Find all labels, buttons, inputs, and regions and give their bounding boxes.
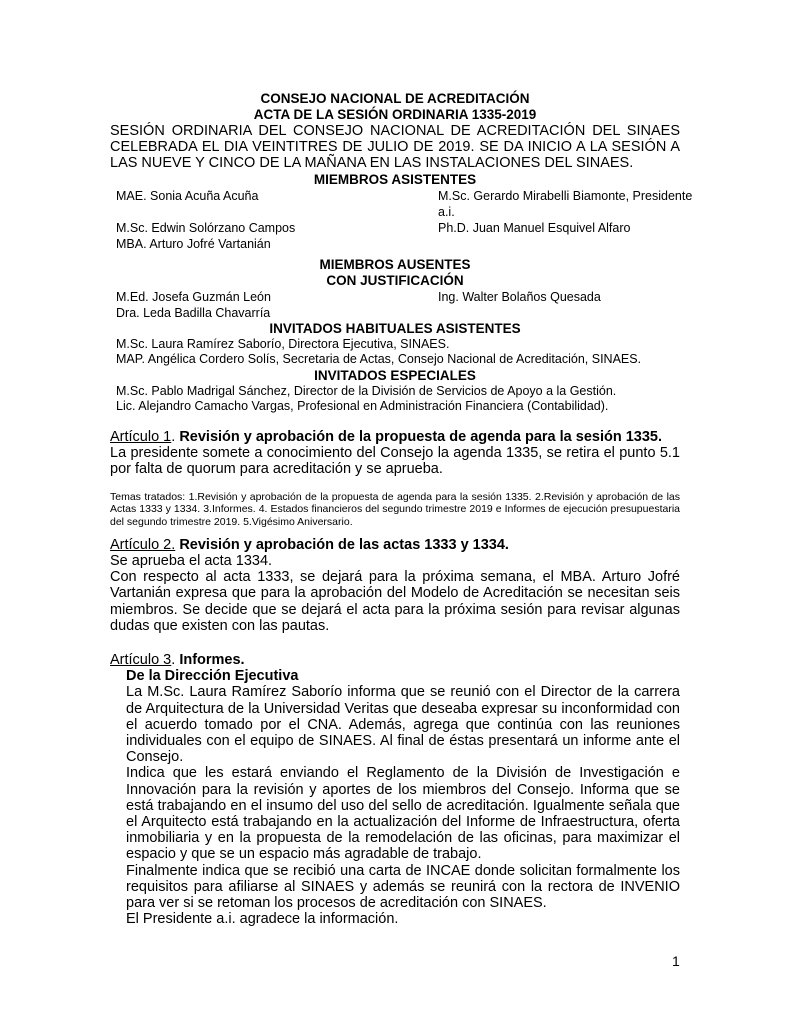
article-3-p3: Finalmente indica que se recibió una carta de INCAE donde solicitan formalmente los requisitos para afiliarse al SINAES y además se reunirá con la rectora de INVENIO para ver si se retoman los procesos de acreditación con SINAES. [126, 862, 680, 912]
member-name: Ing. Walter Bolaños Quesada [438, 289, 601, 304]
article-3-p4: El Presidente a.i. agradece la información. [126, 911, 399, 928]
article-separator: . [171, 652, 180, 669]
article-2-p2: Con respecto al acta 1333, se dejará para la próxima semana, el MBA. Arturo Jofré Vartanián expresa que para la aprobación del Modelo de Acreditación se necesitan seis miembros. Se decide que se dejará el acta para la próxima sesión para revisar algunas dudas que existen con las pautas. [110, 569, 680, 634]
session-intro: SESIÓN ORDINARIA DEL CONSEJO NACIONAL DE ACREDITACIÓN DEL SINAES CELEBRADA EL DIA VEINTITRES DE JULIO DE 2019. SE DA INICIO A LA SESIÓN A LAS NUEVE Y CINCO DE LA MAÑANA EN LAS INSTALACIONES DEL SINAES. [110, 123, 680, 172]
article-3-label: Artículo 3 [110, 652, 172, 669]
member-name: MAE. Sonia Acuña Acuña [116, 188, 259, 203]
member-name: Dra. Leda Badilla Chavarría [116, 305, 271, 320]
article-2-p1: Se aprueba el acta 1334. [110, 553, 273, 570]
member-name: M.Ed. Josefa Guzmán León [116, 289, 271, 304]
article-2-title: Revisión y aprobación de las actas 1333 y 1334. [179, 536, 509, 553]
member-name: M.Sc. Edwin Solórzano Campos [116, 220, 296, 235]
article-3-p1: La M.Sc. Laura Ramírez Saborío informa que se reunió con el Director de la carrera de Arquitectura de la Universidad Veritas que deseaba expresar su inconformidad con el acuerdo tomado por el CNA. Además, agrega que continúa con las reuniones individuales con el equipo de SINAES. Al final de éstas presentará un informe ante el Consejo. [126, 684, 680, 766]
especiales-title: INVITADOS ESPECIALES [314, 367, 476, 383]
article-2-heading [110, 537, 680, 553]
member-name: MBA. Arturo Jofré Vartanián [116, 236, 271, 251]
article-1-heading [110, 429, 680, 445]
habituales-title: INVITADOS HABITUALES ASISTENTES [269, 320, 521, 336]
article-1-body: La presidente somete a conocimiento del Consejo la agenda 1335, se retira el punto 5.1 por falta de quorum para acreditación y se aprueba. [110, 444, 680, 478]
article-3-p2: Indica que les estará enviando el Reglamento de la División de Investigación e Innovación para la revisión y aportes de los miembros del Consejo. Informa que se está trabajando en el insumo del uso del sello de acreditación. Igualmente señala que el Arquitecto está trabajando en la actualización del Informe de Infraestructura, oferta inmobiliaria y en la propuesta de la remodelación de las oficinas, para maximizar el espacio y que se un espacio más agradable de trabajo. [126, 765, 680, 863]
article-separator: . [171, 428, 180, 445]
article-2-label: Artículo 2. [110, 536, 176, 553]
especiales-list [116, 384, 680, 415]
member-name: M.Sc. Gerardo Mirabelli Biamonte, Presidente a.i. [438, 188, 693, 219]
page-number: 1 [672, 953, 680, 969]
ausentes-list [116, 289, 706, 321]
article-1-label: Artículo 1 [110, 428, 172, 445]
article-3-title: Informes. [179, 652, 245, 669]
article-3-content [126, 684, 680, 927]
ausentes-title: MIEMBROS AUSENTES [319, 256, 471, 272]
org-title: CONSEJO NACIONAL DE ACREDITACIÓN [260, 91, 530, 106]
guest-name: MAP. Angélica Cordero Solís, Secretaria de Actas, Consejo Nacional de Acreditación, SINAES. [116, 352, 642, 367]
asistentes-list [116, 188, 706, 252]
guest-name: M.Sc. Pablo Madrigal Sánchez, Director de la División de Servicios de Apoyo a la Gestión. [116, 383, 617, 398]
ausentes-subtitle: CON JUSTIFICACIÓN [326, 272, 464, 288]
asistentes-title: MIEMBROS ASISTENTES [313, 171, 477, 187]
habituales-list [116, 337, 680, 368]
guest-name: M.Sc. Laura Ramírez Saborío, Directora Ejecutiva, SINAES. [116, 336, 450, 351]
article-3-subheading: De la Dirección Ejecutiva [126, 668, 299, 685]
member-name: Ph.D. Juan Manuel Esquivel Alfaro [438, 220, 631, 235]
acta-title: ACTA DE LA SESIÓN ORDINARIA 1335-2019 [253, 107, 537, 122]
article-1-title: Revisión y aprobación de la propuesta de agenda para la sesión 1335. [179, 428, 663, 445]
guest-name: Lic. Alejandro Camacho Vargas, Profesional en Administración Financiera (Contabilidad). [116, 399, 609, 414]
article-3-heading [110, 652, 680, 668]
temas-tratados: Temas tratados: 1.Revisión y aprobación de la propuesta de agenda para la sesión 1335. 2.Revisión y aprobación de las Actas 1333 y 1334. 3.Informes. 4. Estados financieros del segundo trimestre 2019 e Informes de ejecución presupuestaria del segundo trimestre 2019. 5.Vigésimo Aniversario. [110, 491, 680, 528]
document-body [110, 91, 693, 928]
